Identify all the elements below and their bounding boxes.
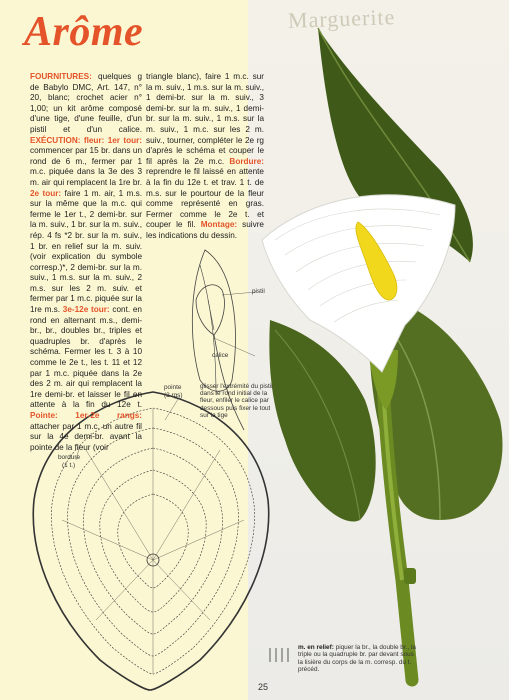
bordure-sub-label: (1 t.) <box>62 462 76 469</box>
legend-text: piquer la br., la double br., la triple ou la quadruple br. par devant sous la lisière du corps de la m. corresp. du t. précéd. <box>298 644 416 674</box>
instructions-column-2 <box>146 72 264 242</box>
execution-label: EXÉCUTION: fleur: 1er tour: <box>30 135 142 145</box>
bordure-label-diagram: bordure <box>58 454 81 461</box>
instructions-column-1 <box>30 72 142 453</box>
pointe-label-diagram: pointe <box>164 384 182 391</box>
montage-label: Montage: <box>200 220 238 230</box>
fournitures-label: FOURNITURES: <box>30 72 92 81</box>
tour3-label: 3e-12e tour: <box>62 305 110 315</box>
tour2-label: 2e tour: <box>30 188 62 198</box>
pointe-sub-label: (2 rgs) <box>164 392 183 399</box>
page-title: Arôme <box>24 9 144 55</box>
tour2-text: faire 1 m. air, 1 m.s. sur la même que la m.c. qui ferme le 1er t., 2 demi-br. sur la m. suiv., 1 br. sur la m. suiv., rép. 4 fs *2 br. sur la m. suiv., 1 br. en relief sur la m. suiv. (voir explication du symbole corresp.)*, 2 demi-br. sur la m. suiv., 1 m.s. sur la m. suiv., 2 m.s. sur les 2 m. suiv. et fermer par 1 m.c. piquée sur la 1re m.s. <box>30 188 142 315</box>
pointe-text: attacher par 1 m.c. un autre fil sur la 4e demi-br. avant la pointe de la fleur (voir <box>30 421 142 452</box>
fournitures-text: quelques g de Babylo DMC, Art. 147, n° 20, blanc; crochet acier n° 1,00; un kit arôme composé d'une tige, d'une feuille, d'un pistil et d'un calice. <box>30 72 142 134</box>
pointe-label: Pointe: 1er-2e rangs: <box>30 411 142 420</box>
stitch-legend <box>298 644 416 674</box>
calice-label: calice <box>212 352 229 359</box>
tour3-text: cont. en rond en alternant m.s., demi-br., br., doubles br., triples et quadruples br. d'après le schéma. Fermer les t. 3 à 10 comme le 2e t., les t. 11 et 12 par 1 m.c. piquée dans la 2e des 2 m. air qui remplacent la 1re demi-br. et laisser le fil en attente à la fin du 12e t. <box>30 305 142 410</box>
montage-instruction: glisser l'extrémité du pistil dans le rond initial de la fleur, enfiler le calice par dessous puis fixer le tout sur la tige <box>200 383 273 419</box>
execution-text: commencer par 15 br. dans un rond de 6 m., fermer par 1 m.c. piquée dans la 3e des 3 m. air qui remplacent la 1re br. <box>30 146 142 187</box>
bordure-label: Bordure: <box>229 156 264 166</box>
pistil-label: pistil <box>252 288 265 295</box>
col2-text: triangle blanc), faire 1 m.c. sur la m. suiv., 1 m.s. sur la m. suiv., 1 demi-br. sur la m. suiv., 3 demi-br. sur la m. suiv., 1 demi-br. sur la m. suiv., 1 m.s. sur la m. suiv., 1 m.c. sur les 2 m. suiv., tourner, compléter le 2e rg d'après le schéma et couper le fil après la 2e m.c. <box>146 72 264 166</box>
page-number: 25 <box>258 682 269 692</box>
bordure-text: reprendre le fil laissé en attente à la fin du 12e t. et trav. 1 t. de m.s. sur le pourtour de la fleur comme représenté en gras. Fermer comme le 2e t. et couper le fil. <box>146 167 264 230</box>
legend-label: m. en relief: <box>298 644 334 651</box>
ghost-heading: Marguerite <box>287 4 396 33</box>
montage-text: suivre les indications du dessin. <box>146 220 264 240</box>
